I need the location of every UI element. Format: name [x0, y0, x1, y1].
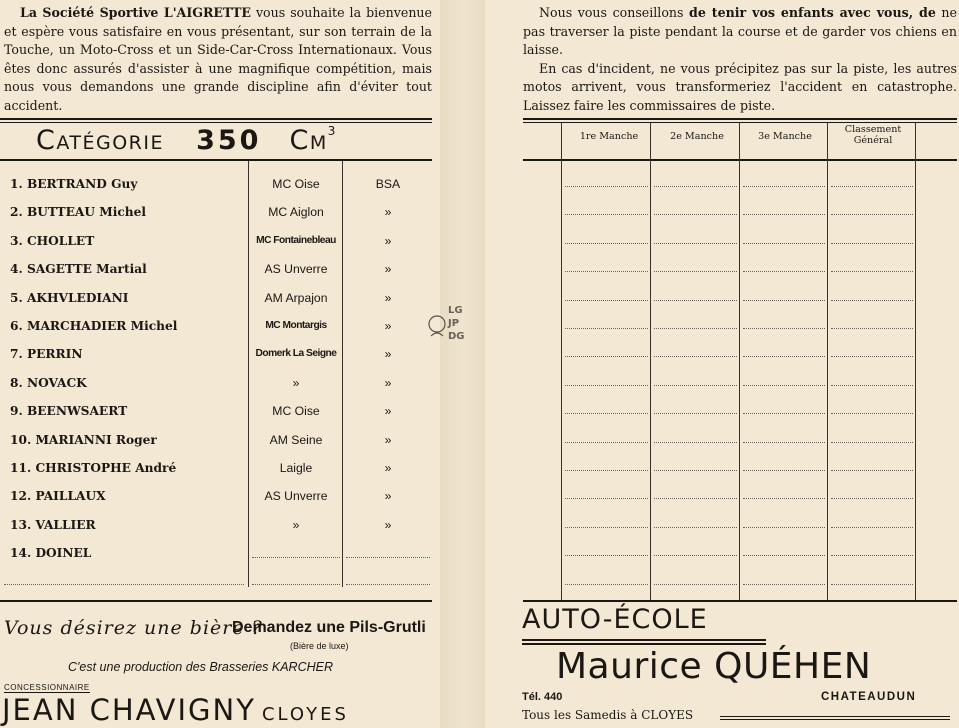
moto-column-divider — [342, 161, 343, 587]
grid-column-divider — [650, 123, 651, 600]
grid-row-line — [565, 328, 648, 329]
grid-row-line — [654, 470, 737, 471]
header-manche-3: 3e Manche — [758, 131, 812, 142]
grid-row-line — [743, 413, 825, 414]
top-rule — [523, 118, 957, 120]
table-bottom-rule — [0, 600, 432, 602]
grid-column-divider — [827, 123, 828, 600]
rider-motorcycle: » — [384, 205, 392, 220]
rider-name: 14. DOINEL — [10, 546, 92, 561]
grid-row-line — [831, 385, 913, 386]
welcome-text — [4, 4, 432, 116]
grid-row-line — [654, 442, 737, 443]
ad-brewery: C'est une production des Brasseries KARCHER — [68, 660, 334, 674]
rider-club: AS Unverre — [264, 489, 328, 504]
grid-row-line — [831, 328, 913, 329]
grid-row-line — [831, 413, 913, 414]
header-rule — [523, 159, 957, 161]
rider-name: 9. BEENWSAERT — [10, 404, 128, 419]
grid-row-line — [565, 413, 648, 414]
grid-row-line — [654, 243, 737, 244]
blank-line — [4, 584, 244, 585]
grid-row-line — [565, 243, 648, 244]
grid-row-line — [654, 584, 737, 585]
grid-row-line — [565, 527, 648, 528]
grid-row-line — [654, 356, 737, 357]
rider-motorcycle: » — [384, 432, 392, 447]
top-rule-thin — [0, 122, 432, 123]
grid-row-line — [743, 555, 825, 556]
blank-line — [346, 557, 430, 558]
grid-row-line — [743, 385, 825, 386]
grid-row-line — [654, 186, 737, 187]
rider-name: 1. BERTRAND Guy — [10, 177, 138, 191]
grid-row-line — [565, 271, 648, 272]
category-exponent: 3 — [327, 124, 337, 138]
grid-row-line — [831, 300, 913, 301]
header-rule — [0, 159, 432, 161]
rider-motorcycle: » — [384, 290, 392, 305]
incident-text: En cas d'incident, ne vous précipitez pas sur la piste, les autres motos arrivent, vous transformeriez l'accident en catastrophe. Laissez faire les commissaires de piste. — [523, 60, 957, 113]
rider-motorcycle: BSA — [375, 177, 401, 191]
grid-row-line — [654, 214, 737, 215]
ad-phone: Tél. 440 — [522, 691, 563, 703]
right-page — [485, 0, 959, 728]
grid-row-line — [743, 300, 825, 301]
grid-row-line — [654, 300, 737, 301]
rider-name: 2. BUTTEAU Michel — [10, 205, 147, 220]
welcome-body: vous souhaite la bienvenue et espère vous satisfaire en vous présentant, sur son terrain de la Touche, un Moto-Cross et un Side-Car-Cross Internationaux. Vous êtes donc assurés d'assister à une magnifique compétition, mais nous vous demandons une grande discipline afin d'éviter tout accident. — [4, 5, 432, 113]
grid-row-line — [743, 186, 825, 187]
grid-row-line — [743, 527, 825, 528]
rider-club: AS Unverre — [264, 262, 328, 277]
rider-club: » — [292, 375, 300, 390]
grid-row-line — [565, 470, 648, 471]
rider-name: 3. CHOLLET — [10, 233, 95, 248]
rider-club: Laigle — [279, 461, 313, 475]
grid-row-line — [743, 470, 825, 471]
stamp-initials: LG JP DG — [448, 305, 465, 342]
rider-name: 11. CHRISTOPHE André — [10, 461, 177, 475]
grid-row-line — [743, 271, 825, 272]
grid-row-line — [743, 498, 825, 499]
left-page — [0, 0, 440, 728]
grid-row-line — [565, 385, 648, 386]
header-classement: Classement Général — [844, 124, 902, 146]
rider-club: AM Seine — [269, 432, 323, 447]
grid-row-line — [654, 498, 737, 499]
rider-motorcycle: » — [384, 517, 392, 532]
rider-motorcycle: » — [384, 461, 392, 475]
rider-club: MC Oise — [272, 177, 320, 191]
grid-row-line — [654, 271, 737, 272]
rider-motorcycle: » — [384, 347, 392, 362]
header-manche-2: 2e Manche — [670, 131, 724, 142]
rider-motorcycle: » — [384, 233, 392, 248]
page-gutter — [440, 0, 485, 728]
top-rule-thin — [523, 122, 957, 123]
grid-row-line — [654, 527, 737, 528]
grid-row-line — [743, 442, 825, 443]
grid-row-line — [831, 498, 913, 499]
rider-motorcycle: » — [384, 489, 392, 504]
grid-row-line — [565, 186, 648, 187]
ad-beer-brand: Demandez une Pils-Grutli — [232, 619, 426, 636]
grid-column-divider — [561, 123, 562, 600]
rider-club: MC Montargis — [265, 320, 327, 331]
grid-row-line — [831, 470, 913, 471]
grid-row-line — [743, 328, 825, 329]
rider-club: AM Arpajon — [264, 290, 328, 305]
safety-emphasis: de tenir vos enfants avec vous, de — [689, 5, 936, 20]
grid-row-line — [743, 214, 825, 215]
rider-name: 8. NOVACK — [10, 375, 87, 390]
rider-name: 5. AKHVLEDIANI — [10, 290, 129, 305]
rider-name: 7. PERRIN — [10, 347, 83, 362]
blank-line — [346, 584, 430, 585]
rider-club: MC Fontainebleau — [256, 234, 336, 246]
ad-underline — [522, 643, 766, 645]
ad-beer-question: Vous désirez une bière ? — [4, 617, 263, 639]
table-bottom-rule — [523, 600, 957, 602]
grid-row-line — [565, 356, 648, 357]
ad-beer-note: (Bière de luxe) — [290, 641, 349, 651]
grid-row-line — [831, 186, 913, 187]
grid-row-line — [565, 584, 648, 585]
grid-row-line — [565, 300, 648, 301]
rider-motorcycle: » — [384, 375, 392, 390]
grid-row-line — [654, 555, 737, 556]
blank-line — [252, 584, 340, 585]
category-number: 350 — [196, 125, 262, 156]
category-title — [36, 124, 436, 156]
grid-row-line — [831, 214, 913, 215]
ad-dealer — [2, 693, 349, 727]
ad-dealer-label: CONCESSIONNAIRE — [4, 683, 90, 692]
blank-line — [252, 557, 340, 558]
rider-name: 12. PAILLAUX — [10, 489, 106, 504]
ad-dealer-town: CLOYES — [261, 704, 349, 725]
grid-row-line — [565, 442, 648, 443]
category-word: Catégorie — [36, 125, 164, 156]
grid-row-line — [565, 498, 648, 499]
rider-name: 4. SAGETTE Martial — [10, 262, 147, 277]
ad-schedule: Tous les Samedis à CLOYES — [522, 708, 694, 722]
rider-name: 6. MARCHADIER Michel — [10, 319, 178, 333]
rider-club: MC Aiglon — [268, 205, 324, 220]
ad-underline — [522, 639, 766, 641]
grid-row-line — [831, 442, 913, 443]
top-rule — [0, 118, 432, 120]
grid-row-line — [654, 385, 737, 386]
ad-schedule-line — [720, 719, 950, 720]
rider-club: » — [292, 517, 300, 532]
grid-row-line — [831, 243, 913, 244]
safety-text — [523, 4, 957, 116]
stamp-face-icon — [429, 316, 445, 332]
grid-row-line — [831, 584, 913, 585]
grid-row-line — [831, 271, 913, 272]
grid-row-line — [831, 527, 913, 528]
rider-name: 13. VALLIER — [10, 517, 96, 532]
rider-motorcycle: » — [384, 404, 392, 419]
grid-row-line — [743, 584, 825, 585]
grid-row-line — [831, 555, 913, 556]
stamp-shoulders — [431, 333, 443, 336]
ad-school-title: AUTO-ÉCOLE — [522, 604, 708, 635]
grid-row-line — [831, 356, 913, 357]
ad-schedule-line — [720, 716, 950, 717]
club-column-divider — [248, 161, 249, 587]
grid-row-line — [565, 555, 648, 556]
ad-city: CHATEAUDUN — [821, 691, 917, 703]
safety-start: Nous vous conseillons — [539, 5, 690, 20]
ad-school-owner: Maurice QUÉHEN — [556, 646, 872, 687]
rider-motorcycle: » — [384, 262, 392, 277]
header-manche-1: 1re Manche — [579, 131, 639, 142]
grid-row-line — [565, 214, 648, 215]
grid-column-divider — [915, 123, 916, 600]
rider-motorcycle: » — [384, 319, 392, 333]
rider-name: 10. MARIANNI Roger — [10, 432, 157, 447]
safety-end: ne pas traverser la piste pendant la course et de garder vos chiens en laisse. — [523, 5, 957, 58]
category-unit: Cm — [289, 125, 328, 156]
rider-club: Domerk La Seigne — [255, 348, 337, 360]
grid-column-divider — [739, 123, 740, 600]
grid-row-line — [743, 243, 825, 244]
rider-club: MC Oise — [272, 404, 320, 419]
grid-row-line — [743, 356, 825, 357]
ad-dealer-name: JEAN CHAVIGNY — [2, 693, 256, 727]
grid-row-line — [654, 413, 737, 414]
club-name: La Société Sportive L'AIGRETTE — [20, 5, 251, 20]
grid-row-line — [654, 328, 737, 329]
